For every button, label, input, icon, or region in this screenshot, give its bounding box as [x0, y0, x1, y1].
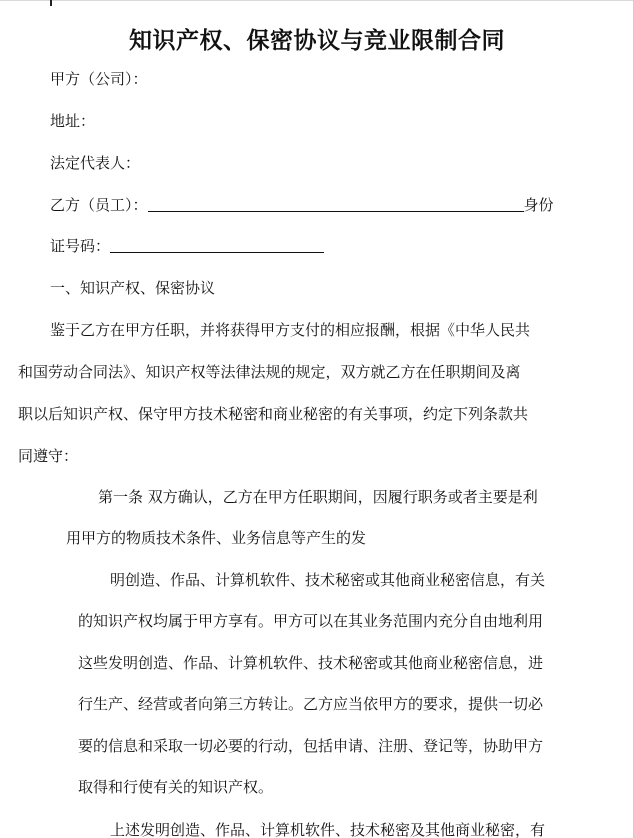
- address-label: 地址：: [50, 112, 96, 130]
- party-b-label: 乙方（员工）：: [50, 196, 148, 214]
- preamble-line: 同遵守：: [18, 447, 79, 465]
- article-1-body-line: 行生产、经营或者向第三方转让。乙方应当依甲方的要求，提供一切必: [78, 695, 544, 713]
- article-1-body-line: 取得和行使有关的知识产权。: [78, 778, 274, 796]
- article-1-body-line: 的知识产权均属于甲方享有。甲方可以在其业务范围内充分自由地利用: [78, 612, 544, 630]
- party-b-line: [50, 195, 554, 215]
- legal-rep-label: 法定代表人：: [50, 154, 141, 172]
- id-number-label: 证号码：: [50, 237, 111, 255]
- article-1-intro-line: 第一条 双方确认，乙方在甲方任职期间，因履行职务或者主要是利: [98, 488, 538, 506]
- document-title: 知识产权、保密协议与竞业限制合同: [129, 27, 505, 54]
- preamble-line: 职以后知识产权、保守甲方技术秘密和商业秘密的有关事项，约定下列条款共: [18, 405, 529, 423]
- preamble-line: 和国劳动合同法》、知识产权等法律法规的规定，双方就乙方在任职期间及离: [18, 363, 521, 381]
- article-1-body-line: 明创造、作品、计算机软件、技术秘密或其他商业秘密信息，有关: [110, 571, 546, 589]
- legal-rep-line: [50, 153, 140, 173]
- top-edge-rule: [0, 0, 634, 1]
- section-1-heading: 一、知识产权、保密协议: [50, 279, 216, 297]
- party-a-line: [50, 69, 148, 89]
- party-a-label: 甲方（公司）：: [50, 70, 148, 88]
- employee-name-blank[interactable]: [148, 195, 524, 212]
- article-1-body-line: 要的信息和采取一切必要的行动，包括申请、注册、登记等，协助甲方: [78, 737, 544, 755]
- text-cursor: [50, 0, 52, 6]
- preamble-line: 鉴于乙方在甲方任职，并将获得甲方支付的相应报酬，根据《中华人民共: [50, 321, 531, 339]
- article-1-body-line: 这些发明创造、作品、计算机软件、技术秘密或其他商业秘密信息，进: [78, 654, 544, 672]
- article-1-intro-line: 用甲方的物质技术条件、业务信息等产生的发: [66, 529, 367, 547]
- truncated-line: 上述发明创造、作品、计算机软件、技术秘密及其他商业秘密，有: [110, 821, 546, 838]
- id-number-line: [50, 236, 324, 256]
- address-line: [50, 111, 95, 131]
- identity-suffix: 身份: [523, 196, 554, 214]
- id-number-blank[interactable]: [110, 236, 324, 253]
